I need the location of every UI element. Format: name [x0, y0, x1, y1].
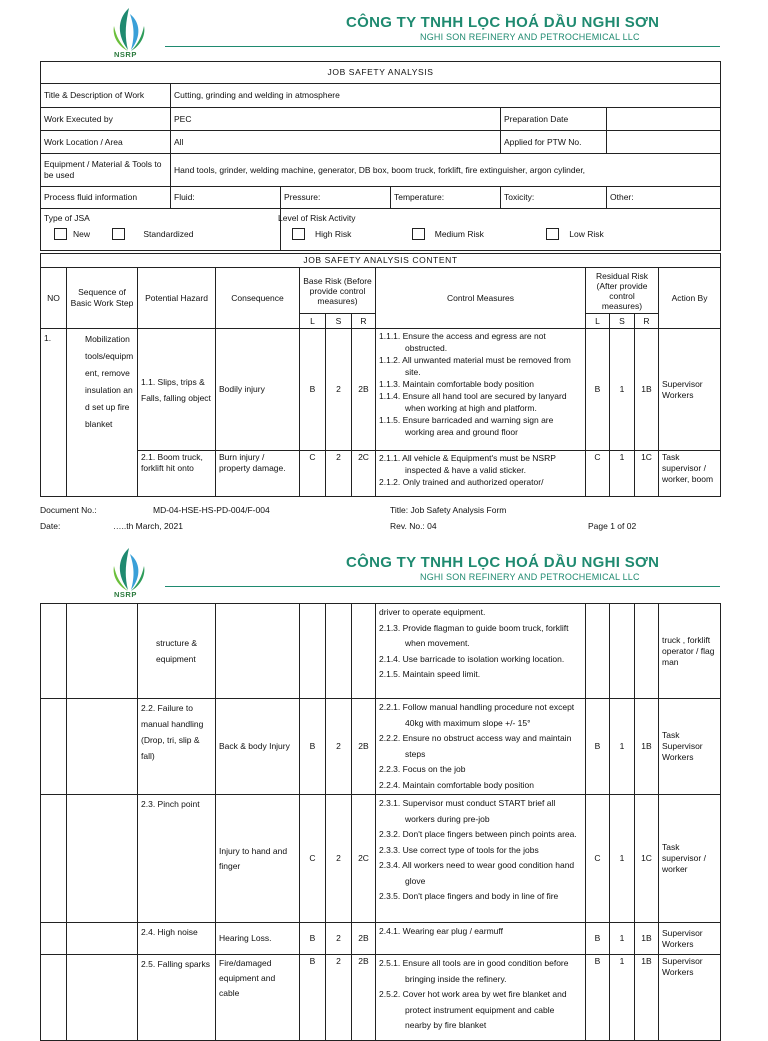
col-base-s: S	[326, 314, 352, 329]
fluid-info-label: Process fluid information	[41, 187, 171, 209]
res-l: C	[586, 795, 610, 923]
checkbox-medium-risk[interactable]	[412, 228, 425, 240]
control-measure-item: 1.1.2. All unwanted material must be removed from site.	[379, 355, 571, 377]
action-1-1: Supervisor Workers	[659, 329, 721, 451]
action: Task supervisor / worker	[659, 795, 721, 923]
control-measure-item: 2.3.3. Use correct type of tools for the jobs	[379, 844, 539, 855]
company-name-en: NGHI SON REFINERY AND PETROCHEMICAL LLC	[420, 32, 640, 42]
res-r	[635, 604, 659, 699]
consequence: Back & body Injury	[216, 699, 300, 795]
row-sequence	[67, 604, 138, 699]
control-measure-item: 2.2.2. Ensure no obstruct access way and maintain steps	[379, 733, 572, 759]
base-r-2-1: 2C	[352, 451, 376, 497]
date-value: …..th March, 2021	[113, 521, 183, 531]
controls	[376, 923, 586, 955]
row-no	[41, 604, 67, 699]
row-no: 1.	[41, 329, 67, 497]
control-measure-item: 2.4.1. Wearing ear plug / earmuff	[379, 926, 503, 936]
base-r: 2C	[352, 795, 376, 923]
base-l	[300, 604, 326, 699]
company-name-vn: CÔNG TY TNHH LỌC HOÁ DẦU NGHI SƠN	[346, 14, 660, 31]
controls-2-1	[376, 451, 586, 497]
base-r: 2B	[352, 699, 376, 795]
controls	[376, 795, 586, 923]
rev-no: Rev. No.: 04	[390, 521, 437, 531]
res-s: 1	[610, 923, 635, 955]
checkbox-new[interactable]	[54, 228, 67, 240]
page-header-2	[0, 540, 768, 600]
control-measure-item: 2.1.4. Use barricade to isolation working location.	[379, 653, 565, 664]
location-value: All	[171, 131, 501, 154]
col-res-r: R	[635, 314, 659, 329]
table-row	[41, 955, 721, 1041]
row-sequence	[67, 923, 138, 955]
base-l-1-1: B	[300, 329, 326, 451]
header-divider	[165, 586, 720, 587]
row-sequence: Mobilization tools/equipment, remove insulation and set up fire blanket	[67, 329, 138, 497]
ptw-label: Applied for PTW No.	[501, 131, 607, 154]
pressure-label: Pressure:	[281, 187, 391, 209]
content-title: JOB SAFETY ANALYSIS CONTENT	[41, 254, 721, 268]
col-res-l: L	[586, 314, 610, 329]
res-s: 1	[610, 795, 635, 923]
checkbox-low-risk[interactable]	[546, 228, 559, 240]
col-control: Control Measures	[376, 268, 586, 329]
consequence: Hearing Loss.	[216, 923, 300, 955]
base-r: 2B	[352, 955, 376, 1041]
res-l: B	[586, 699, 610, 795]
control-measure-item: 2.2.3. Focus on the job	[379, 764, 466, 774]
base-s: 2	[326, 699, 352, 795]
consequence: Fire/damaged equipment and cable	[216, 955, 300, 1041]
col-base-l: L	[300, 314, 326, 329]
hazard: 2.4. High noise	[138, 923, 216, 955]
jsa-type-new[interactable]: New	[54, 228, 90, 240]
base-s: 2	[326, 955, 352, 1041]
action: Supervisor Workers	[659, 923, 721, 955]
base-l: B	[300, 699, 326, 795]
row-no	[41, 955, 67, 1041]
executed-value: PEC	[171, 108, 501, 131]
col-no: NO	[41, 268, 67, 329]
row-sequence	[67, 955, 138, 1041]
prep-date-value	[607, 108, 721, 131]
form-title: JOB SAFETY ANALYSIS	[41, 62, 721, 84]
base-s: 2	[326, 795, 352, 923]
controls-1-1	[376, 329, 586, 451]
date-label: Date:	[40, 521, 61, 531]
doc-no-value: MD-04-HSE-HS-PD-004/F-004	[153, 505, 270, 515]
control-measure-item: 2.1.2. Only trained and authorized operator/	[379, 477, 544, 487]
jsa-type-label: Type of JSA	[44, 213, 90, 223]
control-measure-item: 2.1.3. Provide flagman to guide boom truck, forklift when movement.	[379, 622, 569, 648]
title-value: Cutting, grinding and welding in atmosphere	[171, 84, 721, 108]
res-l: B	[586, 955, 610, 1041]
hazard: 2.3. Pinch point	[138, 795, 216, 923]
base-r	[352, 604, 376, 699]
col-sequence: Sequence of Basic Work Step	[67, 268, 138, 329]
base-r: 2B	[352, 923, 376, 955]
row-no	[41, 923, 67, 955]
base-s	[326, 604, 352, 699]
temperature-label: Temperature:	[391, 187, 501, 209]
equipment-value: Hand tools, grinder, welding machine, generator, DB box, boom truck, forklift, fire extinguisher, argon cylinder,	[171, 154, 721, 187]
hazard-1-1: 1.1. Slips, trips & Falls, falling object	[138, 329, 216, 451]
row-no	[41, 795, 67, 923]
table-row	[41, 604, 721, 699]
jsa-type-standardized[interactable]: Standardized	[112, 228, 193, 240]
control-measure-item: 2.5.2. Cover hot work area by wet fire blanket and protect instrument equipment and cable nearby by fire blanket	[379, 989, 567, 1030]
res-l	[586, 604, 610, 699]
col-residual-risk: Residual Risk (After provide control measures)	[586, 268, 659, 314]
risk-low[interactable]: Low Risk	[546, 228, 603, 240]
base-l: B	[300, 955, 326, 1041]
col-base-r: R	[352, 314, 376, 329]
res-l-1-1: B	[586, 329, 610, 451]
res-s: 1	[610, 699, 635, 795]
executed-label: Work Executed by	[41, 108, 171, 131]
control-measure-item: 2.1.5. Maintain speed limit.	[379, 669, 481, 679]
action: Supervisor Workers	[659, 955, 721, 1041]
hazard: 2.5. Falling sparks	[138, 955, 216, 1041]
base-l-2-1: C	[300, 451, 326, 497]
row-no	[41, 699, 67, 795]
res-s-2-1: 1	[610, 451, 635, 497]
page-2	[0, 540, 768, 1030]
controls	[376, 604, 586, 699]
control-measure-item: 1.1.5. Ensure barricaded and warning sign are working area and ground floor	[379, 415, 554, 437]
col-res-s: S	[610, 314, 635, 329]
control-measure-item: 2.2.4. Maintain comfortable body position	[379, 779, 534, 790]
consequence	[216, 604, 300, 699]
fluid-label: Fluid:	[171, 187, 281, 209]
title-label: Title & Description of Work	[41, 84, 171, 108]
res-s: 1	[610, 955, 635, 1041]
consequence: Injury to hand and finger	[216, 795, 300, 923]
control-measure-item: driver to operate equipment.	[379, 607, 486, 617]
row-sequence	[67, 795, 138, 923]
logo-text: NSRP	[114, 590, 137, 599]
control-measure-item: 2.3.1. Supervisor must conduct START brief all workers during pre-job	[379, 798, 556, 824]
risk-medium[interactable]: Medium Risk	[412, 228, 484, 240]
base-l: C	[300, 795, 326, 923]
equipment-label: Equipment / Material & Tools to be used	[41, 154, 171, 187]
company-name-vn: CÔNG TY TNHH LỌC HOÁ DẦU NGHI SƠN	[346, 554, 660, 571]
other-label: Other:	[607, 187, 721, 209]
control-measure-item: 1.1.3. Maintain comfortable body position	[379, 379, 534, 389]
hazard: structure & equipment	[138, 604, 216, 699]
consequence-1-1: Bodily injury	[216, 329, 300, 451]
controls	[376, 699, 586, 795]
header-divider	[165, 46, 720, 47]
ptw-value	[607, 131, 721, 154]
res-r: 1C	[635, 795, 659, 923]
toxicity-label: Toxicity:	[501, 187, 607, 209]
res-r: 1B	[635, 923, 659, 955]
col-consequence: Consequence	[216, 268, 300, 329]
table-row	[41, 923, 721, 955]
jsa-type-cell	[41, 209, 281, 251]
base-s-2-1: 2	[326, 451, 352, 497]
logo-text: NSRP	[114, 50, 137, 59]
control-measure-item: 2.2.1. Follow manual handling procedure not except 40kg with maximum slope +/- 15°	[379, 702, 575, 728]
col-hazard: Potential Hazard	[138, 268, 216, 329]
controls	[376, 955, 586, 1041]
page-header	[0, 0, 768, 60]
control-measure-item: 1.1.1. Ensure the access and egress are not obstructed.	[379, 331, 546, 353]
base-s-1-1: 2	[326, 329, 352, 451]
hazard-2-1: 2.1. Boom truck, forklift hit onto	[138, 451, 216, 497]
checkbox-standardized[interactable]	[112, 228, 125, 240]
jsa-content-table	[40, 253, 721, 497]
action: Task Supervisor Workers	[659, 699, 721, 795]
col-action: Action By	[659, 268, 721, 329]
control-measure-item: 1.1.4. Ensure all hand tool are secured by lanyard when working at high and platform.	[379, 391, 567, 413]
checkbox-high-risk[interactable]	[292, 228, 305, 240]
res-r: 1B	[635, 955, 659, 1041]
table-row	[41, 329, 721, 451]
risk-level-cell	[278, 209, 721, 251]
res-r-2-1: 1C	[635, 451, 659, 497]
res-s-1-1: 1	[610, 329, 635, 451]
res-r-1-1: 1B	[635, 329, 659, 451]
base-r-1-1: 2B	[352, 329, 376, 451]
action: truck , forklift operator / flag man	[659, 604, 721, 699]
company-name-en: NGHI SON REFINERY AND PETROCHEMICAL LLC	[420, 572, 640, 582]
hazard: 2.2. Failure to manual handling (Drop, tri, slip & fall)	[138, 699, 216, 795]
table-row	[41, 795, 721, 923]
jsa-info-table	[40, 61, 721, 251]
doc-no-label: Document No.:	[40, 505, 97, 515]
control-measure-item: 2.3.4. All workers need to wear good condition hand glove	[379, 860, 575, 886]
risk-level-label: Level of Risk Activity	[278, 213, 356, 223]
prep-date-label: Preparation Date	[501, 108, 607, 131]
table-row	[41, 451, 721, 497]
base-s: 2	[326, 923, 352, 955]
table-row	[41, 699, 721, 795]
control-measure-item: 2.5.1. Ensure all tools are in good condition before bringing inside the refinery.	[379, 958, 569, 984]
consequence-2-1: Burn injury / property damage.	[216, 451, 300, 497]
col-base-risk: Base Risk (Before provide control measures)	[300, 268, 376, 314]
res-l-2-1: C	[586, 451, 610, 497]
action-2-1: Task supervisor / worker, boom	[659, 451, 721, 497]
res-l: B	[586, 923, 610, 955]
row-sequence	[67, 699, 138, 795]
res-r: 1B	[635, 699, 659, 795]
footer-title: Title: Job Safety Analysis Form	[390, 505, 507, 515]
page-number: Page 1 of 02	[588, 521, 637, 531]
location-label: Work Location / Area	[41, 131, 171, 154]
jsa-content-table-continued	[40, 603, 721, 1041]
risk-high[interactable]: High Risk	[292, 228, 351, 240]
res-s	[610, 604, 635, 699]
control-measure-item: 2.1.1. All vehicle & Equipment's must be NSRP inspected & have a valid sticker.	[379, 453, 556, 475]
base-l: B	[300, 923, 326, 955]
control-measure-item: 2.3.2. Don't place fingers between pinch points area.	[379, 829, 577, 839]
control-measure-item: 2.3.5. Don't place fingers and body in line of fire	[379, 891, 559, 901]
